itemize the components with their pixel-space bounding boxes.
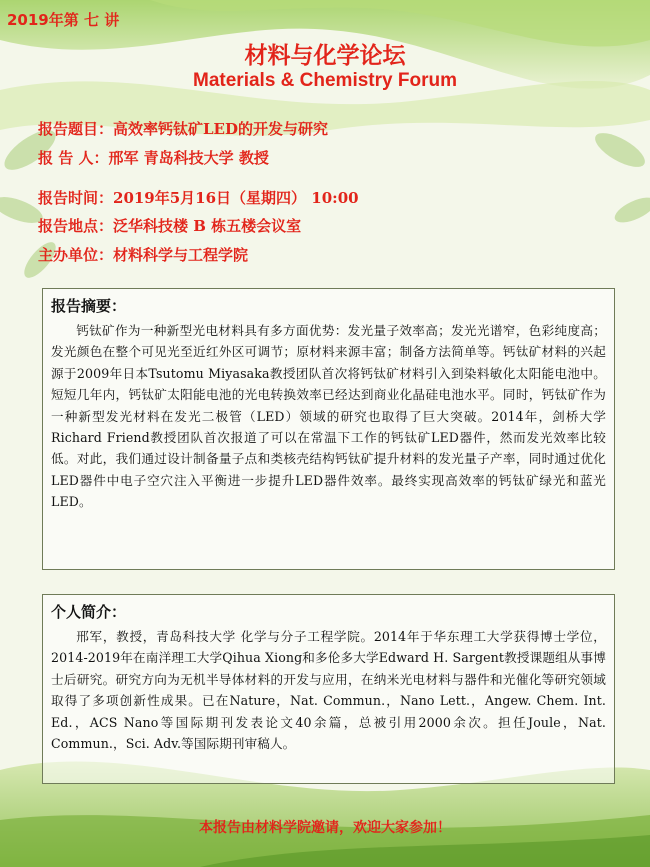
bio-panel: [42, 594, 615, 784]
bio-heading: 个人简介：: [51, 603, 127, 621]
abstract-panel: [42, 288, 615, 570]
abstract-text: 钙钛矿作为一种新型光电材料具有多方面优势：发光量子效率高；发光光谱窄，色彩纯度高；发光颜色在整个可见光至近红外区可调节；原材料来源丰富；制备方法简单等。钙钛矿材料的兴起源于2009年日本Tsutomu Miyasaka教授团队首次将钙钛矿材料引入到染料敏化太阳能电池中。短短几年内，钙钛矿太阳能电池的光电转换效率已经达到商业化晶硅电池水平。同时，钙钛矿作为一种新型发光材料在发光二极管（LED）领域的研究也取得了巨大突破。2014年，剑桥大学Richard Friend教授团队首次报道了可以在常温下工作的钙钛矿LED器件，然而发光效率比较低。对此，我们通过设计制备量子点和类核壳结构钙钛矿提升材料的发光量子产率，同时通过优化LED器件中电子空穴注入平衡进一步提升LED器件效率。最终实现高效率的钙钛矿绿光和蓝光LED。: [51, 323, 606, 510]
forum-title-english: Materials & Chemistry Forum: [193, 70, 457, 91]
organizer: 主办单位：材料科学与工程学院: [38, 246, 249, 264]
bio-text: 邢军，教授，青岛科技大学 化学与分子工程学院。2014年于华东理工大学获得博士学位，2014-2019年在南洋理工大学Qihua Xiong和多伦多大学Edward H. Sargent教授课题组从事博士后研究。研究方向为无机半导体材料的开发与应用，在纳米光电材料与器件和光催化等研究领域取得了多项创新性成果。已在Nature，Nat. Commun.，Nano Lett.，Angew. Chem. Int. Ed.，ACS Nano等国际期刊发表论文40余篇，总被引用2000余次。担任Joule，Nat. Commun.，Sci. Adv.等国际期刊审稿人。: [51, 629, 606, 752]
abstract-heading: 报告摘要：: [51, 297, 127, 315]
forum-title-chinese: 材料与化学论坛: [244, 43, 406, 69]
report-time: 报告时间：2019年5月16日（星期四） 10:00: [38, 189, 359, 207]
speaker: 报 告 人：邢军 青岛科技大学 教授: [38, 149, 269, 167]
report-location: 报告地点：泛华科技楼 B 栋五楼会议室: [38, 217, 302, 235]
invitation-footer: 本报告由材料学院邀请，欢迎大家参加！: [199, 820, 451, 836]
lecture-number: 2019年第 七 讲: [7, 11, 120, 29]
report-topic: 报告题目：高效率钙钛矿LED的开发与研究: [38, 120, 328, 138]
